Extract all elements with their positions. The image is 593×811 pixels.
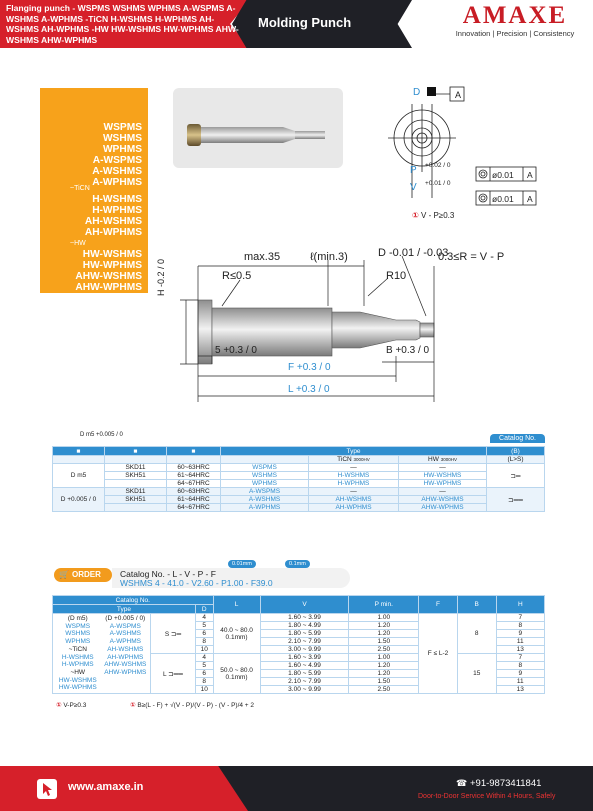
order-pill[interactable] [54, 568, 112, 582]
t2-p: 2.50 [349, 686, 419, 694]
logo-wordmark: AMAXE [462, 2, 568, 29]
dim-max35: max.35 [244, 251, 281, 263]
v-tolerance: +0.01 / 0 [425, 180, 451, 187]
col-hw [399, 456, 487, 464]
table-row [53, 464, 545, 472]
col-b: (B) [487, 447, 545, 456]
vp-note-text: V - P≥0.3 [421, 211, 455, 220]
cell-d: D m5 [53, 464, 105, 488]
brand-logo[interactable] [440, 3, 590, 38]
footnote-1-text: V-P≥0.3 [63, 702, 87, 709]
type-item: WPHMS [102, 144, 142, 155]
type-group-hw [75, 249, 142, 293]
type-item: AHW-WSHMS [75, 271, 142, 282]
t2-type: ~TiCN [68, 645, 87, 653]
t2-v: 1.60 ~ 3.99 [260, 654, 349, 662]
table-row [53, 504, 545, 512]
t2-p: 1.20 [349, 670, 419, 678]
t2-type: A-WPHMS [109, 638, 141, 646]
cell-hw: AHW-WSHMS [399, 496, 487, 504]
type-group-base [92, 122, 142, 188]
cell-hrc: 60~63HRC [167, 464, 221, 472]
ticn-hv: 3000HV [353, 457, 370, 462]
col-type: Type [221, 447, 487, 456]
t2-type-col [53, 614, 151, 694]
dim-r-rule: 0.3≤R = V - P [438, 251, 505, 263]
t2-h: 9 [496, 670, 544, 678]
v-label: V [410, 182, 417, 193]
t2-d: 5 [195, 622, 213, 630]
t2-h: 11 [496, 638, 544, 646]
type-item: AH-WSHMS [84, 216, 142, 227]
t2-type: AH-WPHMS [107, 653, 144, 661]
t2-col-p: P min. [349, 596, 419, 614]
header [0, 0, 593, 48]
order-format: Catalog No. - L - V - P - F [120, 569, 216, 579]
t2-f-rule: F ≤ L-2 [419, 614, 458, 694]
dim-h-tolerance: H -0.2 / 0 [156, 258, 166, 296]
t2-b: 8 [457, 614, 496, 654]
t2-h: 7 [496, 614, 544, 622]
hw-hv: 3000HV [440, 457, 457, 462]
logo-tagline: Innovation | Precision | Consistency [455, 29, 575, 38]
datum-square-icon [427, 87, 436, 96]
cell-ticn: AH-WSHMS [309, 496, 399, 504]
order-sample: WSHMS 4 - 41.0 - V2.60 - P1.00 - F39.0 [120, 578, 273, 588]
note-marker-icon: ① [412, 211, 419, 220]
t2-catalog: Catalog No. [53, 596, 214, 605]
cell-mat: SKH51 [105, 472, 167, 480]
t2-d: 5 [195, 662, 213, 670]
cell-hrc: 61~64HRC [167, 496, 221, 504]
p-tolerance: +0.02 / 0 [425, 162, 451, 169]
cell-hw: — [399, 464, 487, 472]
phone-icon: ☎ [456, 778, 468, 788]
t2-col-b: B [457, 596, 496, 614]
cell-hrc: 64~67HRC [167, 504, 221, 512]
concentricity-1-datum: A [527, 170, 533, 180]
size-table [52, 595, 545, 694]
type-item: A-WSHMS [92, 166, 142, 177]
cell-base: A-WSPMS [221, 488, 309, 496]
side-view-drawing [150, 236, 570, 416]
footnote-marker-icon: ① [130, 702, 136, 709]
dim-b-tolerance: B +0.3 / 0 [386, 345, 430, 356]
col-b-sub: (L>S) [487, 456, 545, 464]
t2-type: A-WSHMS [109, 630, 141, 638]
cursor-click-icon [36, 778, 58, 800]
end-view-drawing [380, 80, 560, 220]
cell-hrc: 60~63HRC [167, 488, 221, 496]
product-photo [173, 88, 343, 168]
t2-type: HW-WSHMS [58, 676, 97, 684]
type-item: HW-WSHMS [82, 249, 142, 260]
type-item: A-WPHMS [92, 177, 142, 188]
cell-hw: — [399, 488, 487, 496]
cell-hw: HW-WSHMS [399, 472, 487, 480]
ticn-label: ~TiCN [70, 185, 90, 192]
t2-type: AHW-WSHMS [104, 661, 147, 669]
table-row [53, 496, 545, 504]
cell-base: WSHMS [221, 472, 309, 480]
t2-type: ~HW [70, 668, 86, 676]
type-item: AH-WPHMS [84, 227, 142, 238]
t2-h: 7 [496, 654, 544, 662]
t2-d: 10 [195, 686, 213, 694]
t2-col-d: D [195, 605, 213, 614]
col-ticn [309, 456, 399, 464]
t2-h: 11 [496, 678, 544, 686]
t2-d: 8 [195, 638, 213, 646]
t2-v: 3.00 ~ 9.99 [260, 686, 349, 694]
t2-p: 1.20 [349, 630, 419, 638]
phone-number[interactable]: +91-9873411841 [470, 778, 542, 789]
footnote-2-text: B≥(L - F) + √(V - P)/(V - P) - (V - P)/4 + 2 [137, 702, 255, 709]
type-item: AHW-WPHMS [75, 282, 142, 293]
cell-hrc: 64~67HRC [167, 480, 221, 488]
col-hrc-icon: ■ [167, 447, 221, 456]
t2-p: 1.20 [349, 622, 419, 630]
table1-note [80, 432, 123, 438]
t2-shape-l: L ⊐══ [151, 654, 196, 694]
dim-l-tolerance: L +0.3 / 0 [288, 384, 330, 395]
cart-icon: 🛒 [59, 570, 69, 579]
type-item: HW-WPHMS [82, 260, 142, 271]
table-row [53, 472, 545, 480]
footer-tagline: Door-to-Door Service Within 4 Hours, Safely [418, 793, 556, 800]
t2-v: 1.60 ~ 3.99 [260, 614, 349, 622]
t2-p: 2.50 [349, 646, 419, 654]
t2-b: 15 [457, 654, 496, 694]
punch-photo-icon [173, 88, 343, 168]
t2-h: 13 [496, 646, 544, 654]
shape-l-icon: ⊐══ [487, 488, 545, 512]
t2-col-l: L [213, 596, 260, 614]
website-link[interactable]: www.amaxe.in [68, 781, 144, 793]
t2-v: 2.10 ~ 7.99 [260, 678, 349, 686]
footnote-1 [56, 701, 86, 709]
t2-v: 1.80 ~ 4.99 [260, 622, 349, 630]
t2-p: 1.00 [349, 614, 419, 622]
footnote-marker-icon: ① [56, 702, 62, 709]
shape-s-icon: ⊐═ [487, 464, 545, 488]
cell-mat: SKD11 [105, 488, 167, 496]
t2-h: 9 [496, 630, 544, 638]
cell-mat [105, 480, 167, 488]
hw-head: HW [428, 456, 439, 463]
header-subtitle: Flanging punch - WSPMS WSHMS WPHMS A-WSPMS A-WSHMS A-WPHMS -TiCN H-WSHMS H-WPHMS AH-WSHMS AH-WPHMS -HW HW-WSHMS HW-WPHMS AHW-WSHMS AHW-WPHMS [6, 3, 239, 45]
dim-lmin3: ℓ(min.3) [310, 251, 348, 263]
t2-type: WSPMS [65, 622, 91, 630]
type-item: H-WSHMS [92, 194, 142, 205]
table-row [53, 480, 545, 488]
t2-h: 8 [496, 662, 544, 670]
t2-type: WSHMS [65, 630, 91, 638]
cell-base: A-WSHMS [221, 496, 309, 504]
badge-0-01mm: 0.01mm [228, 560, 256, 568]
t2-v: 1.80 ~ 5.99 [260, 630, 349, 638]
vp-note [412, 211, 454, 220]
cell-ticn: H-WPHMS [309, 480, 399, 488]
dim-five: 5 +0.3 / 0 [215, 345, 257, 356]
type-item: WSPMS [103, 122, 142, 133]
cell-hw: AHW-WPHMS [399, 504, 487, 512]
t2-type: WPHMS [65, 638, 91, 646]
cell-mat: SKH51 [105, 496, 167, 504]
t2-col-v: V [260, 596, 349, 614]
spec-table [52, 446, 545, 512]
concentricity-2-datum: A [527, 194, 533, 204]
cell-hrc: 61~64HRC [167, 472, 221, 480]
t2-l-range: 40.0 ~ 80.0 0.1mm) [213, 614, 260, 654]
t2-h: 13 [496, 686, 544, 694]
ticn-head: TiCN [337, 456, 352, 463]
t2-shape-s: S ⊐═ [151, 614, 196, 654]
t2-d: 4 [195, 654, 213, 662]
t2-p: 1.20 [349, 662, 419, 670]
dim-r10: R10 [386, 270, 407, 282]
t2-d: 6 [195, 670, 213, 678]
cell-base: A-WPHMS [221, 504, 309, 512]
type-item: A-WSPMS [92, 155, 142, 166]
cell-ticn: H-WSHMS [309, 472, 399, 480]
catalog-tab: Catalog No. [490, 434, 545, 443]
t2-d: 6 [195, 630, 213, 638]
t2-type: AHW-WPHMS [104, 668, 147, 676]
shape-letter: S [164, 630, 170, 638]
t2-v: 1.80 ~ 5.99 [260, 670, 349, 678]
t2-h: 8 [496, 622, 544, 630]
cell-d: D +0.005 / 0 [53, 488, 105, 512]
table-row [53, 488, 545, 496]
t2-type: A-WSPMS [109, 622, 141, 630]
cell-ticn: — [309, 464, 399, 472]
cell-mat [105, 504, 167, 512]
table1-note-text: D m5 +0.005 / 0 [80, 432, 123, 438]
type-item: H-WPHMS [92, 205, 142, 216]
cell-mat: SKD11 [105, 464, 167, 472]
cell-ticn: AH-WPHMS [309, 504, 399, 512]
t2-type: AH-WSHMS [107, 645, 144, 653]
t2-type: H-WPHMS [61, 661, 94, 669]
badge-0-1mm: 0.1mm [285, 560, 310, 568]
t2-d: 8 [195, 678, 213, 686]
t2-d: 4 [195, 614, 213, 622]
t2-v: 3.00 ~ 9.99 [260, 646, 349, 654]
page-title: Molding Punch [258, 15, 352, 30]
t2-v: 1.60 ~ 4.99 [260, 662, 349, 670]
t2-p: 1.00 [349, 654, 419, 662]
p-label: P [410, 165, 417, 176]
col-m-icon: ■ [105, 447, 167, 456]
type-list-panel [40, 88, 148, 293]
order-label: ORDER [72, 570, 101, 579]
concentricity-2: ø0.01 [492, 194, 514, 204]
order-example [112, 568, 350, 588]
t2-type: HW-WPHMS [58, 684, 97, 692]
cell-base: WSPMS [221, 464, 309, 472]
concentricity-1: ø0.01 [492, 170, 514, 180]
t2-type: Type [53, 605, 196, 614]
t2-type: (D +0.005 / 0) [105, 614, 146, 622]
datum-a: A [455, 90, 462, 100]
dim-r05: R≤0.5 [222, 270, 252, 282]
t2-type: H-WSHMS [61, 653, 94, 661]
t2-p: 1.50 [349, 678, 419, 686]
t2-col-h: H [496, 596, 544, 614]
cell-ticn: — [309, 488, 399, 496]
cell-base: WPHMS [221, 480, 309, 488]
t2-col-f: F [419, 596, 458, 614]
shape-letter: L [163, 670, 167, 678]
footnote-2 [130, 701, 254, 709]
hw-label: ~HW [70, 240, 86, 247]
t2-p: 1.50 [349, 638, 419, 646]
col-d-icon: ■ [53, 447, 105, 456]
dim-d-tolerance: D -0.01 / -0.03 [378, 247, 449, 259]
t2-v: 2.10 ~ 7.99 [260, 638, 349, 646]
d-label: D [413, 87, 421, 98]
type-group-ticn [85, 194, 142, 238]
t2-d: 10 [195, 646, 213, 654]
cell-hw: HW-WPHMS [399, 480, 487, 488]
t2-l-range: 50.0 ~ 80.0 0.1mm) [213, 654, 260, 694]
type-item: WSHMS [102, 133, 142, 144]
t2-type: (D m5) [67, 614, 88, 622]
dim-f-tolerance: F +0.3 / 0 [288, 362, 331, 373]
